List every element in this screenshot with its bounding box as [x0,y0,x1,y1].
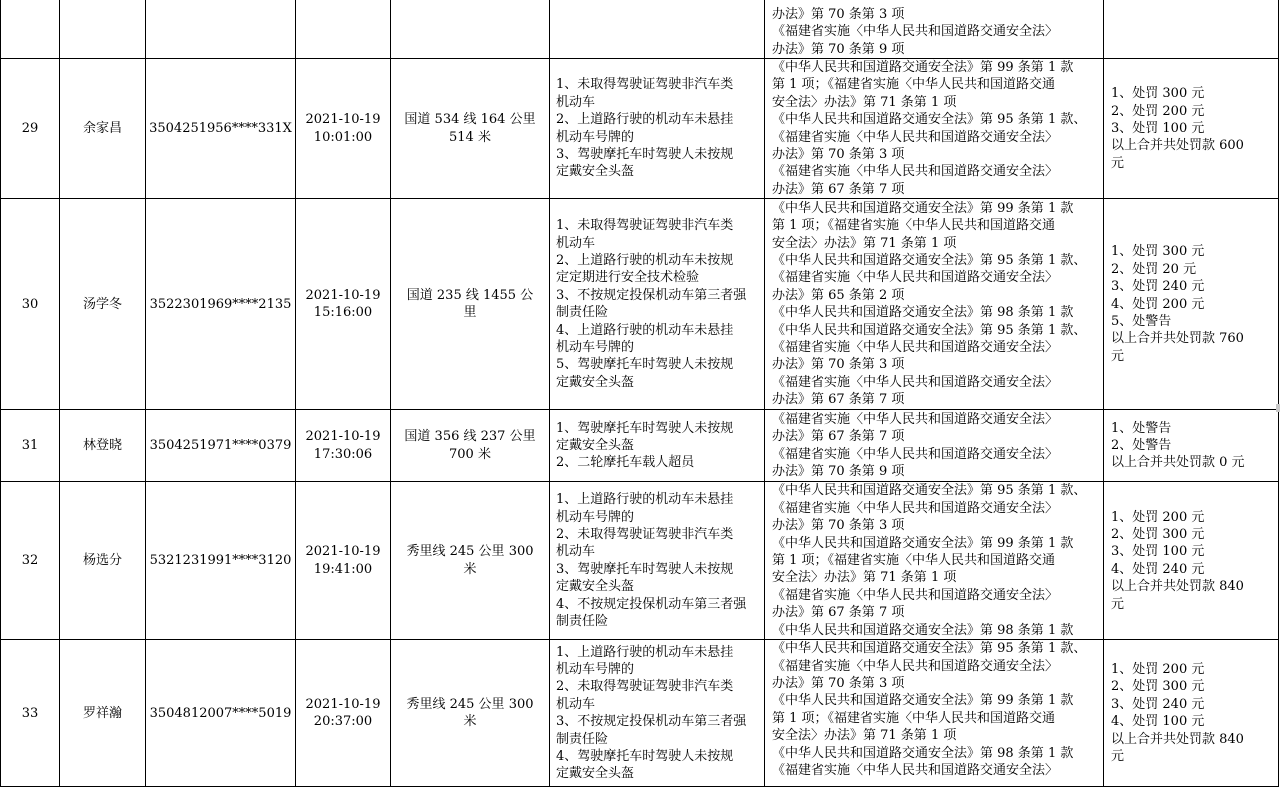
violation-line: 3、驾驶摩托车时驾驶人未按规 [556,561,734,577]
law-line: 《中华人民共和国道路交通安全法》第 99 条第 1 款 [772,60,1074,75]
location-text: 秀里线 245 公里 300 米 [406,544,534,577]
violation-line: 机动车号牌的 [556,509,635,525]
id-number-text: 3504812007****5019 [149,705,292,721]
id-number [146,640,296,787]
violation-line: 4、驾驶摩托车时驾驶人未按规 [556,749,734,765]
row-number [1,410,60,482]
penalty-line: 5、处警告 [1111,313,1172,329]
location [391,482,550,640]
location [391,199,550,410]
penalty-line: 3、处罚 240 元 [1111,279,1205,295]
person-name [60,640,146,787]
violation-line: 机动车 [556,94,596,110]
scrollbar-thumb[interactable] [1276,404,1280,412]
time-text: 20:37:00 [313,714,373,730]
violation-line: 3、驾驶摩托车时驾驶人未按规 [556,147,734,163]
law-line: 安全法〉办法》第 71 条第 1 项 [772,570,957,586]
table-row [1,59,1279,199]
empty-cell [1,0,60,59]
law-cell [765,410,1104,482]
empty-cell [296,0,391,59]
id-number-text: 3504251971****0379 [149,438,292,454]
location-text: 国道 235 线 1455 公里 [406,287,534,321]
penalty-cell [1104,410,1279,482]
person-name-text: 汤学冬 [82,296,122,312]
law-cell [765,199,1104,410]
location [391,640,550,787]
penalty-line: 以上合并共处罚款 600 [1111,138,1244,154]
penalty-line: 1、处罚 300 元 [1111,86,1205,102]
row-number-text: 29 [21,120,39,136]
law-line: 第 1 项；《福建省实施〈中华人民共和国道路交通 [772,218,1056,234]
violation-line: 5、驾驶摩托车时驾驶人未按规 [556,357,734,373]
law-line: 《中华人民共和国道路交通安全法》第 98 条第 1 款 [772,305,1074,321]
violation-line: 2、二轮摩托车载人超员 [556,455,695,471]
law-line: 办法》第 67 条第 7 项 [772,181,905,197]
penalty-line: 以上合并共处罚款 760 [1111,331,1244,347]
penalty-line: 元 [1111,348,1125,364]
violation-line: 1、未取得驾驶证驾驶非汽车类 [556,218,734,234]
violation-line: 定戴安全头盔 [556,579,635,595]
time-text: 17:30:06 [313,446,373,462]
law-cell [765,482,1104,640]
penalty-line: 2、处罚 300 元 [1111,679,1205,695]
row-number-text: 33 [21,705,39,721]
law-line: 办法》第 65 条第 2 项 [772,287,905,303]
date-time [296,59,391,199]
law-line: 安全法〉办法》第 71 条第 1 项 [772,94,957,110]
violation-cell [550,199,765,410]
law-line: 《福建省实施〈中华人民共和国道路交通安全法〉 [772,411,1059,427]
violation-line: 机动车号牌的 [556,340,635,356]
penalty-line: 2、处罚 200 元 [1111,103,1205,119]
law-line: 《中华人民共和国道路交通安全法》第 98 条第 1 款 [772,745,1074,761]
violation-line: 机动车号牌的 [556,662,635,678]
penalty-line: 4、处罚 200 元 [1111,296,1205,312]
location-text: 国道 534 线 164 公里 514 米 [404,112,536,145]
location-text: 秀里线 245 公里 300 米 [406,696,534,730]
law-line: 《福建省实施〈中华人民共和国道路交通安全法〉 [772,129,1059,145]
date-time [296,640,391,787]
violation-cell [550,640,765,787]
date-text: 2021-10-19 [305,429,381,445]
table-row [1,199,1279,410]
person-name [60,410,146,482]
law-line: 办法》第 67 条第 7 项 [772,392,905,408]
table-row [1,0,1279,59]
violation-line: 3、不按规定投保机动车第三者强 [556,287,747,303]
law-line: 《福建省实施〈中华人民共和国道路交通安全法〉 [772,24,1059,40]
penalty-line: 3、处罚 100 元 [1111,544,1205,560]
id-number [146,59,296,199]
law-line: 《福建省实施〈中华人民共和国道路交通安全法〉 [772,500,1059,516]
violation-line: 定戴安全头盔 [556,374,635,390]
law-line: 办法》第 70 条第 3 项 [772,518,905,534]
penalty-line: 1、处罚 200 元 [1111,509,1205,525]
penalty-line: 1、处罚 200 元 [1111,662,1205,678]
law-line: 《福建省实施〈中华人民共和国道路交通安全法〉 [772,658,1059,674]
penalty-line: 4、处罚 240 元 [1111,561,1205,577]
law-line: 《中华人民共和国道路交通安全法》第 99 条第 1 款 [772,200,1074,216]
law-line: 《福建省实施〈中华人民共和国道路交通安全法〉 [772,763,1059,779]
violation-line: 2、未取得驾驶证驾驶非汽车类 [556,679,734,695]
penalty-cell [1104,640,1279,787]
person-name-text: 余家昌 [82,120,122,136]
violation-line: 机动车 [556,544,596,560]
law-line: 办法》第 70 条第 3 项 [772,676,905,692]
violation-line: 1、驾驶摩托车时驾驶人未按规 [556,420,734,436]
violation-cell [550,482,765,640]
law-cell [765,640,1104,787]
law-line: 办法》第 67 条第 7 项 [772,429,905,445]
law-line: 办法》第 70 条第 9 项 [772,41,905,57]
empty-cell [146,0,296,59]
violation-line: 定戴安全头盔 [556,164,635,180]
date-text: 2021-10-19 [305,544,381,560]
id-number-text: 5321231991****3120 [149,553,292,569]
location [391,410,550,482]
violation-line: 4、不按规定投保机动车第三者强 [556,596,747,612]
penalty-line: 元 [1111,596,1125,612]
law-line: 第 1 项；《福建省实施〈中华人民共和国道路交通 [772,710,1056,726]
law-line: 《福建省实施〈中华人民共和国道路交通安全法〉 [772,446,1059,462]
empty-cell [1104,0,1279,59]
time-text: 10:01:00 [313,129,373,145]
row-number-text: 30 [21,296,39,312]
date-time [296,482,391,640]
violation-line: 1、上道路行驶的机动车未悬挂 [556,644,734,660]
penalty-cell [1104,482,1279,640]
location-text: 国道 356 线 237 公里 700 米 [404,429,536,462]
law-line: 《福建省实施〈中华人民共和国道路交通安全法〉 [772,270,1059,286]
law-line: 办法》第 67 条第 7 项 [772,605,905,621]
law-line: 第 1 项；《福建省实施〈中华人民共和国道路交通 [772,553,1056,569]
date-text: 2021-10-19 [305,696,381,712]
row-number [1,199,60,410]
row-number [1,640,60,787]
law-line: 《中华人民共和国道路交通安全法》第 95 条第 1 款、 [772,253,1087,269]
table-row [1,482,1279,640]
law-line: 《中华人民共和国道路交通安全法》第 95 条第 1 款、 [772,483,1087,499]
table-row [1,640,1279,787]
penalty-line: 2、处罚 300 元 [1111,526,1205,542]
id-number-text: 3504251956****331X [149,120,292,136]
law-cell [765,0,1104,59]
law-line: 《中华人民共和国道路交通安全法》第 95 条第 1 款、 [772,322,1087,338]
date-text: 2021-10-19 [305,112,381,128]
law-line: 《中华人民共和国道路交通安全法》第 99 条第 1 款 [772,693,1074,709]
penalty-cell [1104,199,1279,410]
penalty-line: 以上合并共处罚款 840 [1111,579,1244,595]
penalty-line: 3、处罚 100 元 [1111,120,1205,136]
law-line: 《福建省实施〈中华人民共和国道路交通安全法〉 [772,164,1059,180]
penalty-line: 元 [1111,155,1125,171]
person-name-text: 杨选分 [82,553,122,569]
penalty-line: 以上合并共处罚款 0 元 [1111,455,1245,471]
violation-line: 制责任险 [556,613,609,629]
law-line: 《中华人民共和国道路交通安全法》第 99 条第 1 款 [772,535,1074,551]
violation-cell [550,59,765,199]
law-line: 《福建省实施〈中华人民共和国道路交通安全法〉 [772,587,1059,603]
penalty-line: 1、处罚 300 元 [1111,244,1205,260]
table-row [1,410,1279,482]
law-cell [765,59,1104,199]
law-line: 办法》第 70 条第 3 项 [772,6,905,22]
violation-line: 制责任险 [556,305,609,321]
law-line: 办法》第 70 条第 9 项 [772,464,905,480]
penalty-line: 1、处警告 [1111,420,1172,436]
violation-line: 1、未取得驾驶证驾驶非汽车类 [556,77,734,93]
violation-line: 机动车 [556,696,596,712]
row-number-text: 32 [21,553,39,569]
violation-line: 定戴安全头盔 [556,766,635,782]
empty-cell [391,0,550,59]
id-number [146,199,296,410]
law-line: 《福建省实施〈中华人民共和国道路交通安全法〉 [772,374,1059,390]
law-line: 《中华人民共和国道路交通安全法》第 95 条第 1 款、 [772,641,1087,657]
date-text: 2021-10-19 [305,287,381,303]
row-number-text: 31 [21,438,39,454]
id-number [146,410,296,482]
law-line: 《中华人民共和国道路交通安全法》第 95 条第 1 款、 [772,112,1087,128]
penalty-line: 2、处警告 [1111,438,1172,454]
penalty-line: 以上合并共处罚款 840 [1111,731,1244,747]
violation-line: 1、上道路行驶的机动车未悬挂 [556,492,734,508]
person-name-text: 林登晓 [82,438,122,454]
person-name [60,199,146,410]
violation-cell [550,410,765,482]
date-time [296,410,391,482]
penalty-line: 元 [1111,749,1125,765]
person-name [60,59,146,199]
violation-line: 定定期进行安全技术检验 [556,270,700,286]
law-line: 办法》第 70 条第 3 项 [772,357,905,373]
time-text: 15:16:00 [313,305,373,321]
law-line: 《福建省实施〈中华人民共和国道路交通安全法〉 [772,340,1059,356]
violation-line: 定戴安全头盔 [556,438,635,454]
penalty-cell [1104,59,1279,199]
row-number [1,59,60,199]
penalty-line: 2、处罚 20 元 [1111,261,1197,277]
violation-line: 2、未取得驾驶证驾驶非汽车类 [556,526,734,542]
person-name-text: 罗祥瀚 [82,705,122,721]
id-number [146,482,296,640]
empty-cell [550,0,765,59]
date-time [296,199,391,410]
penalty-line: 4、处罚 100 元 [1111,714,1205,730]
violation-line: 4、上道路行驶的机动车未悬挂 [556,322,734,338]
violation-line: 制责任险 [556,731,609,747]
law-line: 办法》第 70 条第 3 项 [772,147,905,163]
time-text: 19:41:00 [313,561,373,577]
violation-line: 机动车号牌的 [556,129,635,145]
violation-line: 2、上道路行驶的机动车未按规 [556,253,734,269]
id-number-text: 3522301969****2135 [149,296,292,312]
location [391,59,550,199]
row-number [1,482,60,640]
penalty-line: 3、处罚 240 元 [1111,696,1205,712]
violation-line: 3、不按规定投保机动车第三者强 [556,714,747,730]
law-line: 安全法〉办法》第 71 条第 1 项 [772,235,957,251]
violation-line: 机动车 [556,235,596,251]
law-line: 《中华人民共和国道路交通安全法》第 98 条第 1 款 [772,622,1074,638]
law-line: 安全法〉办法》第 71 条第 1 项 [772,728,957,744]
person-name [60,482,146,640]
violation-line: 2、上道路行驶的机动车未悬挂 [556,112,734,128]
law-line: 第 1 项；《福建省实施〈中华人民共和国道路交通 [772,77,1056,93]
empty-cell [60,0,146,59]
